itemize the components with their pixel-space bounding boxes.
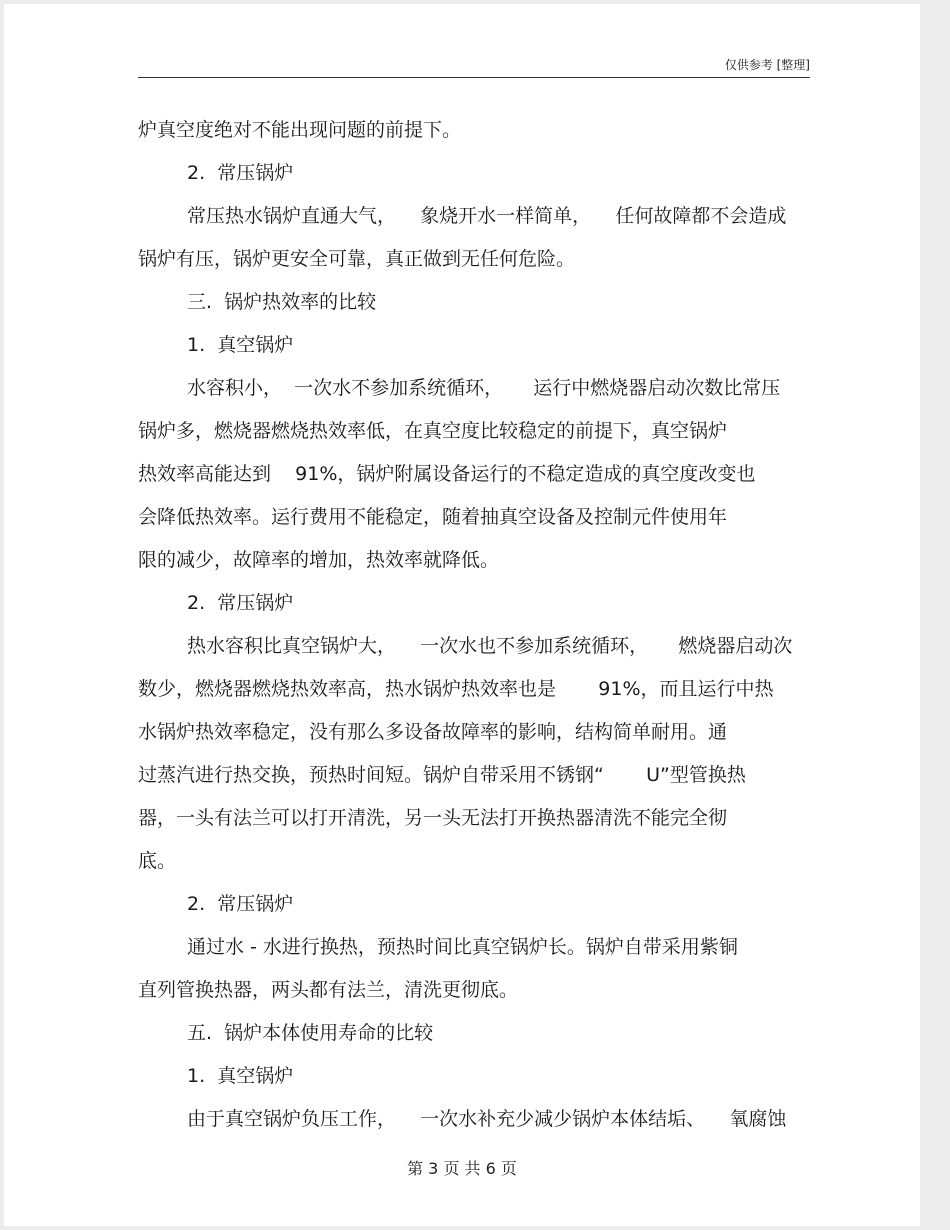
header-rule <box>138 77 810 78</box>
page-header: 仅供参考 [整理] <box>724 58 810 72</box>
section-heading: 2. 常压锅炉 <box>187 592 294 614</box>
text-line: 限的减少，故障率的增加，热效率就降低。 <box>138 549 500 571</box>
section-heading: 五. 锅炉本体使用寿命的比较 <box>187 1022 434 1044</box>
text-line: 锅炉多，燃烧器燃烧热效率低，在真空度比较稳定的前提下，真空锅炉 <box>138 420 728 442</box>
text-line: 直列管换热器，两头都有法兰，清洗更彻底。 <box>138 979 519 1001</box>
section-heading: 三. 锅炉热效率的比较 <box>187 291 377 313</box>
text-line: 热水容积比真空锅炉大， 一次水也不参加系统循环， 燃烧器启动次 <box>187 635 793 657</box>
text-line: 过蒸汽进行热交换，预热时间短。锅炉自带采用不锈钢“ U”型管换热 <box>138 764 746 786</box>
text-line: 器，一头有法兰可以打开清洗，另一头无法打开换热器清洗不能完全彻 <box>138 807 728 829</box>
text-line: 会降低热效率。运行费用不能稳定，随着抽真空设备及控制元件使用年 <box>138 506 728 528</box>
text-line: 常压热水锅炉直通大气， 象烧开水一样简单， 任何故障都不会造成 <box>187 205 787 227</box>
page-footer: 第 3 页 共 6 页 <box>407 1159 517 1178</box>
text-line: 锅炉有压，锅炉更安全可靠，真正做到无任何危险。 <box>138 248 576 270</box>
section-heading: 1. 真空锅炉 <box>187 1065 294 1087</box>
text-line: 数少，燃烧器燃烧热效率高，热水锅炉热效率也是 91%，而且运行中热 <box>138 678 774 700</box>
text-line: 炉真空度绝对不能出现问题的前提下。 <box>138 119 462 141</box>
document-page <box>4 4 920 1226</box>
text-line: 由于真空锅炉负压工作， 一次水补充少减少锅炉本体结垢、 氧腐蚀 <box>187 1108 787 1130</box>
text-line: 热效率高能达到 91%，锅炉附属设备运行的不稳定造成的真空度改变也 <box>138 463 756 485</box>
text-line: 通过水 - 水进行换热，预热时间比真空锅炉长。锅炉自带采用紫铜 <box>187 936 738 958</box>
section-heading: 2. 常压锅炉 <box>187 162 294 184</box>
section-heading: 1. 真空锅炉 <box>187 334 294 356</box>
text-line: 水锅炉热效率稳定，没有那么多设备故障率的影响，结构简单耐用。通 <box>138 721 728 743</box>
section-heading: 2. 常压锅炉 <box>187 893 294 915</box>
text-line: 底。 <box>138 850 177 872</box>
text-line: 水容积小， 一次水不参加系统循环， 运行中燃烧器启动次数比常压 <box>187 377 781 399</box>
